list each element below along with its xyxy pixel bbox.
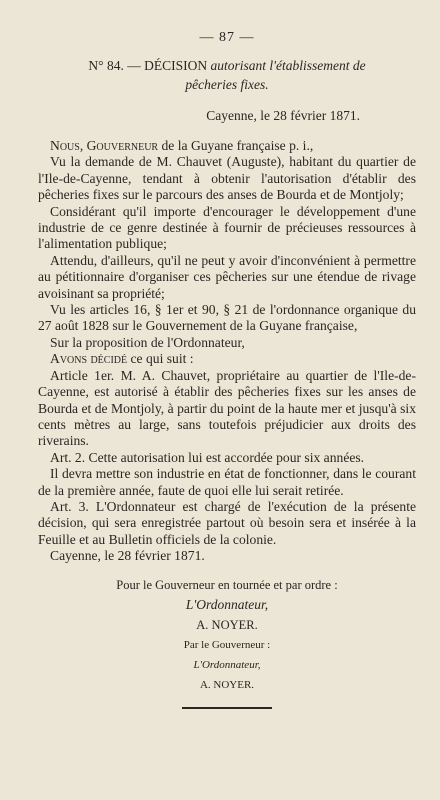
signature-line: Pour le Gouverneur en tournée et par ordre : [116, 577, 338, 592]
paragraph [38, 351, 416, 367]
signature-title: L'Ordonnateur, [185, 596, 269, 612]
paragraph-text: ce qui suit : [127, 351, 194, 367]
paragraph-lead: Avons décidé [50, 351, 128, 367]
paragraph: Cayenne, le 28 février 1871. [50, 548, 205, 564]
decision-body [38, 138, 416, 565]
paragraph: Article 1er. M. A. Chauvet, propriétaire au quartier de l'Ile-de-Cayenne, est autorisé à établir des pêcheries fixes sur les anses de Bourda et de Montjoly, à partir du point de la haute mer et jusqu'à six cents mètres au large, sans toutefois préjudicier aux droits des riverains. [38, 367, 416, 449]
date-line: Cayenne, le 28 février 1871. [206, 108, 360, 123]
paragraph: Il devra mettre son industrie en état de fonctionner, dans le courant de la première année, faute de quoi elle lui serait retirée. [38, 466, 416, 498]
signature-line: Par le Gouverneur : [183, 638, 271, 651]
signature-name: A. NOYER. [196, 617, 258, 632]
signature-title: L'Ordonnateur, [193, 658, 261, 671]
paragraph: Vu les articles 16, § 1er et 90, § 21 de l'ordonnance organique du 27 août 1828 sur le Gouvernement de la Guyane française, [38, 302, 416, 334]
decision-title [38, 56, 416, 94]
signature-block [38, 575, 416, 695]
title-italic-2: pêcheries fixes. [185, 77, 269, 92]
title-italic-1: autorisant l'établissement de [210, 58, 366, 73]
paragraph: Sur la proposition de l'Ordonnateur, [50, 334, 245, 350]
paragraph: Attendu, d'ailleurs, qu'il ne peut y avoir d'inconvénient à permettre au pétitionnaire d'organiser ces pêcheries sur une étendue de rivage avoisinant sa propriété; [38, 252, 416, 301]
title-prefix: N° 84. — DÉCISION [88, 58, 208, 73]
closing-rule [182, 707, 272, 709]
paragraph-text: de la Guyane française p. i., [158, 138, 314, 153]
paragraph: Considérant qu'il importe d'encourager le développement d'une industrie de ce genre destinée à fournir de précieuses ressources à l'alimentation publique; [38, 203, 416, 252]
paragraph: Art. 3. L'Ordonnateur est chargé de l'exécution de la présente décision, qui sera enregistrée partout où besoin sera et insérée à la Feuille et au Bulletin officiels de la colonie. [38, 498, 416, 547]
paragraph-lead: Nous, Gouverneur [50, 138, 159, 153]
paragraph [38, 138, 416, 154]
paragraph: Vu la demande de M. Chauvet (Auguste), habitant du quartier de l'Ile-de-Cayenne, tendant à obtenir l'autorisation d'établir des pêcheries fixes sur le parcours des anses de Bourda et de Montjoly; [38, 154, 416, 203]
signature-name: A. NOYER. [199, 678, 255, 691]
paragraph: Art. 2. Cette autorisation lui est accordée pour six années. [50, 449, 365, 465]
page-number: — 87 — [199, 30, 255, 45]
